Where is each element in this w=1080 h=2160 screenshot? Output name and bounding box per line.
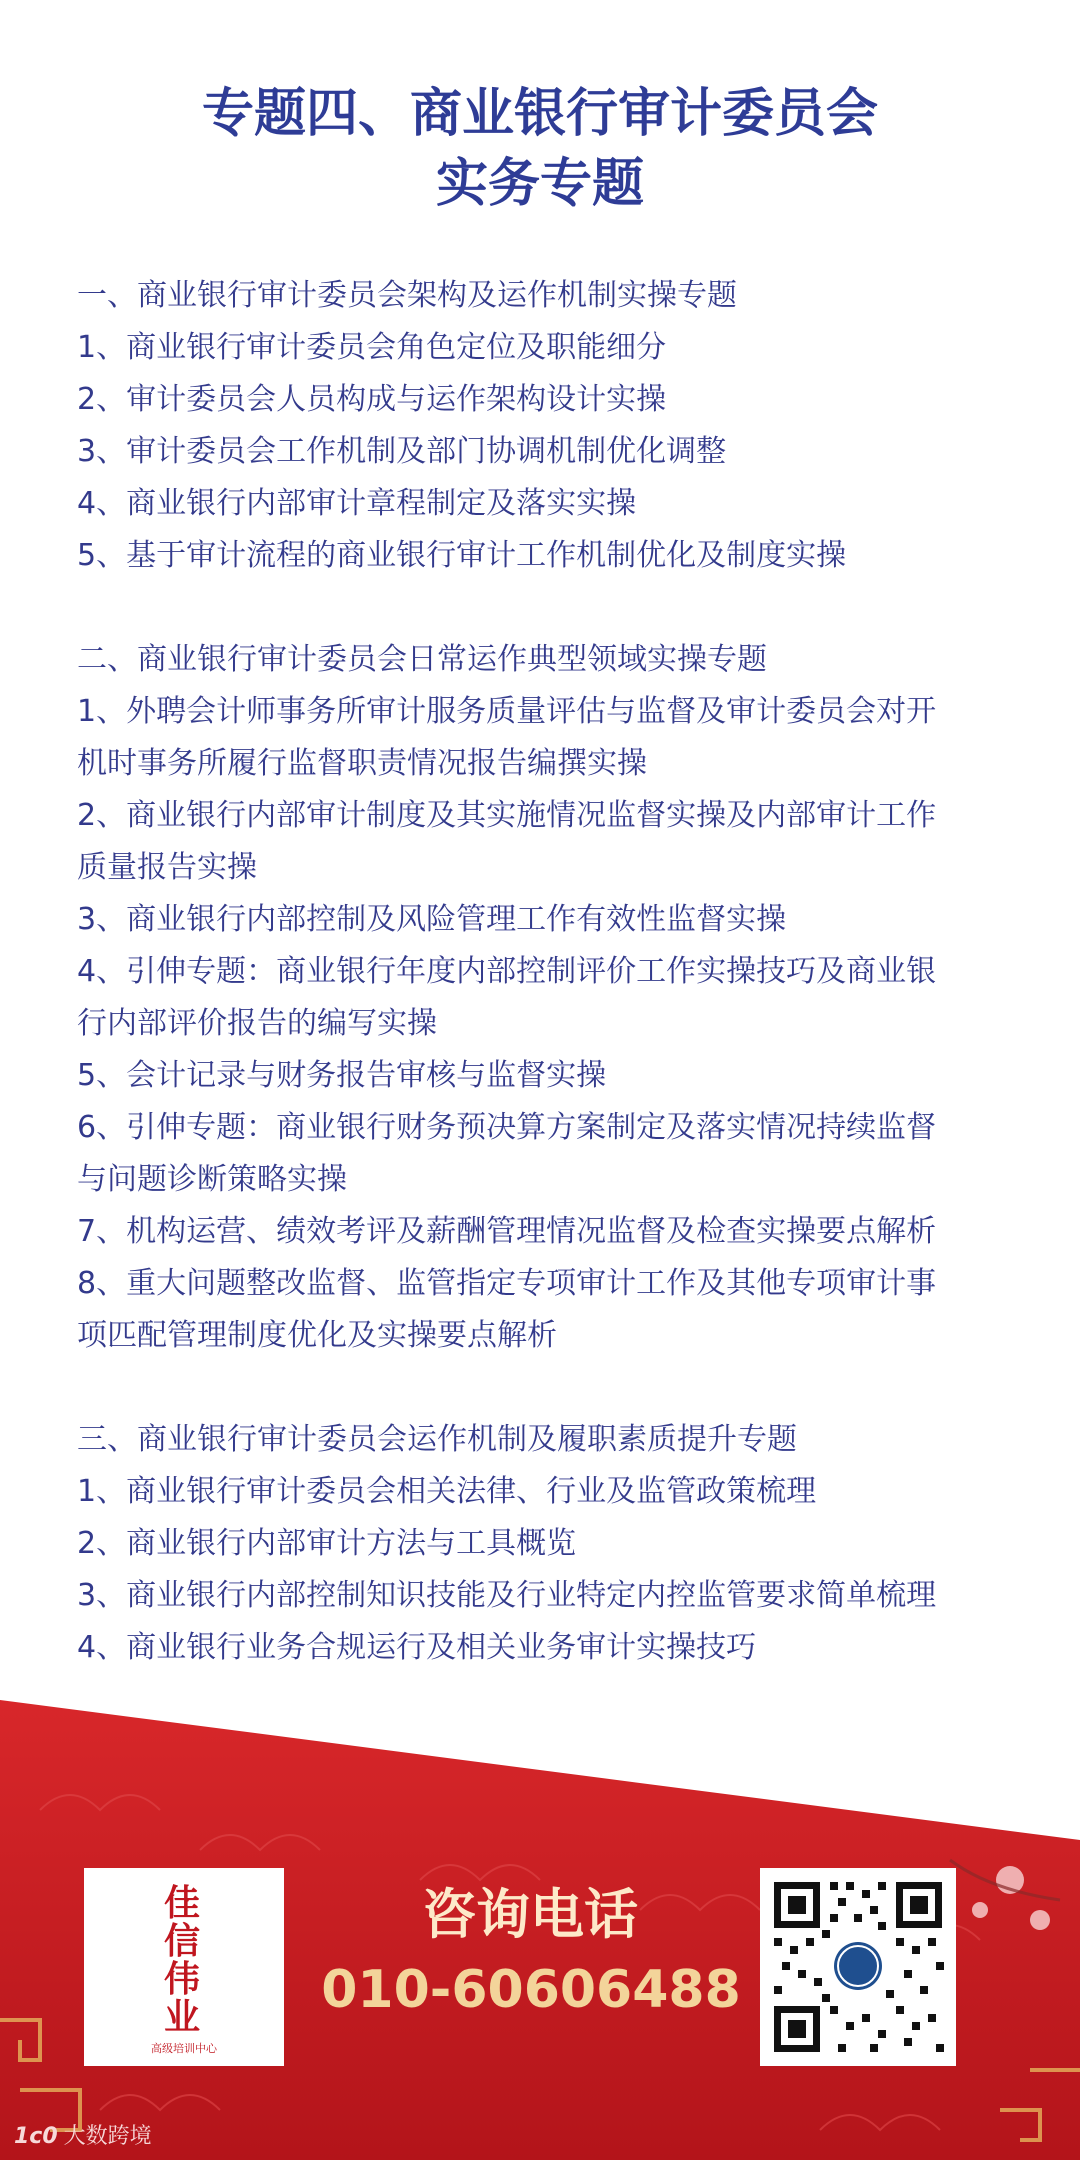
list-item: 项匹配管理制度优化及实操要点解析 (77, 1318, 557, 1353)
qr-code-graphic (760, 1868, 956, 2066)
list-item: 3、审计委员会工作机制及部门协调机制优化调整 (77, 434, 727, 469)
section-1 (77, 270, 1017, 582)
section-heading: 一、商业银行审计委员会架构及运作机制实操专题 (77, 278, 737, 313)
list-item: 8、重大问题整改监督、监管指定专项审计工作及其他专项审计事 (77, 1266, 937, 1301)
footer-brand (14, 2122, 152, 2152)
list-item: 5、会计记录与财务报告审核与监督实操 (77, 1058, 607, 1093)
logo-seal-text: 佳信伟业 (163, 1882, 200, 2038)
course-outline (77, 270, 1017, 1674)
list-item: 5、基于审计流程的商业银行审计工作机制优化及制度实操 (77, 538, 847, 573)
list-item: 1、商业银行审计委员会相关法律、行业及监管政策梳理 (77, 1474, 817, 1509)
list-item: 机时事务所履行监督职责情况报告编撰实操 (77, 746, 647, 781)
list-item: 4、商业银行内部审计章程制定及落实实操 (77, 486, 637, 521)
section-gap (77, 1362, 1017, 1414)
list-item: 质量报告实操 (77, 850, 257, 885)
list-item: 2、商业银行内部审计制度及其实施情况监督实操及内部审计工作 (77, 798, 937, 833)
section-3 (77, 1414, 1017, 1674)
company-logo (84, 1868, 284, 2066)
page-title-line1: 专题四、商业银行审计委员会 (201, 84, 878, 144)
section-heading: 二、商业银行审计委员会日常运作典型领域实操专题 (77, 642, 767, 677)
list-item: 7、机构运营、绩效考评及薪酬管理情况监督及检查实操要点解析 (77, 1214, 937, 1249)
logo-subtitle: 高级培训中心 (151, 2042, 217, 2055)
brand-name: 大数跨境 (63, 2124, 152, 2149)
page-title-line2: 实务专题 (435, 154, 644, 214)
list-item: 与问题诊断策略实操 (77, 1162, 347, 1197)
contact-label: 咨询电话 (422, 1883, 638, 1946)
section-2 (77, 634, 1017, 1362)
list-item: 2、商业银行内部审计方法与工具概览 (77, 1526, 577, 1561)
contact-phone[interactable]: 010-60606488 (321, 1960, 741, 2020)
list-item: 3、商业银行内部控制及风险管理工作有效性监督实操 (77, 902, 787, 937)
section-heading: 三、商业银行审计委员会运作机制及履职素质提升专题 (77, 1422, 797, 1457)
list-item: 行内部评价报告的编写实操 (77, 1006, 437, 1041)
brand-mark: 1c0 (14, 2124, 58, 2149)
list-item: 6、引伸专题：商业银行财务预决算方案制定及落实情况持续监督 (77, 1110, 937, 1145)
list-item: 3、商业银行内部控制知识技能及行业特定内控监管要求简单梳理 (77, 1578, 937, 1613)
list-item: 4、引伸专题：商业银行年度内部控制评价工作实操技巧及商业银 (77, 954, 937, 989)
qr-code-icon[interactable] (760, 1868, 956, 2066)
section-gap (77, 582, 1017, 634)
list-item: 2、审计委员会人员构成与运作架构设计实操 (77, 382, 667, 417)
list-item: 4、商业银行业务合规运行及相关业务审计实操技巧 (77, 1630, 757, 1665)
list-item: 1、外聘会计师事务所审计服务质量评估与监督及审计委员会对开 (77, 694, 937, 729)
list-item: 1、商业银行审计委员会角色定位及职能细分 (77, 330, 667, 365)
